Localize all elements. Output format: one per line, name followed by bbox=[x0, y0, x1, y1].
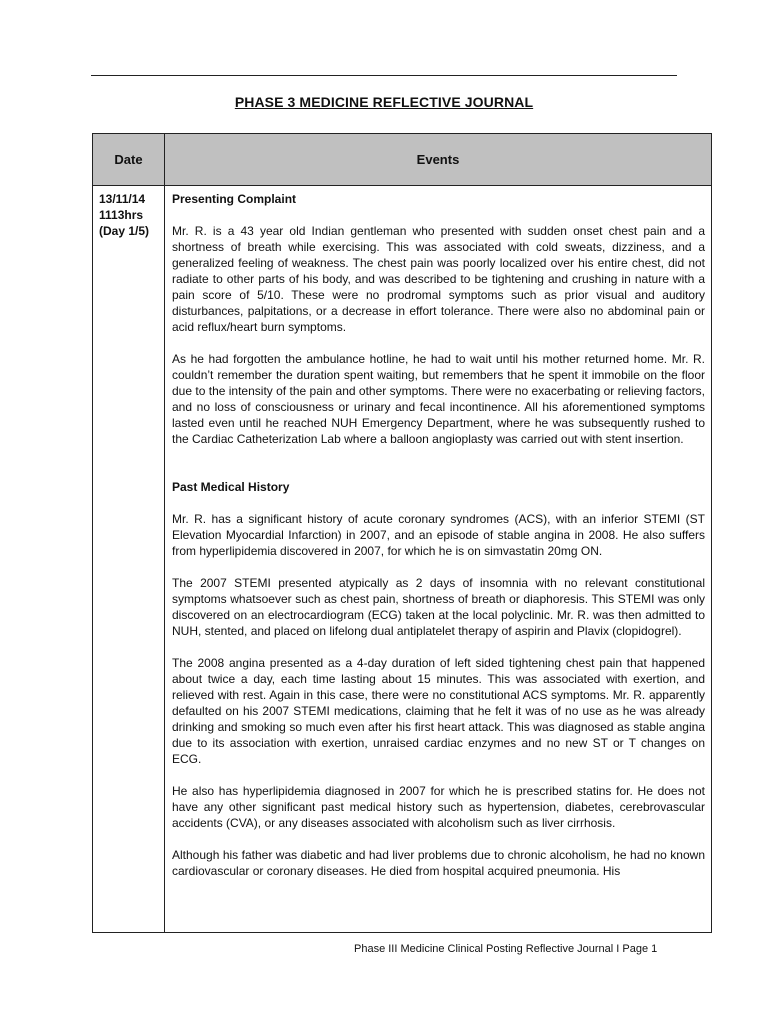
header-events: Events bbox=[416, 152, 460, 167]
paragraph: The 2007 STEMI presented atypically as 2 days of insomnia with no relevant constitutional symptoms whatsoever such as chest pain, shortness of breath or diaphoresis. This STEMI was only discovered on an electrocardiogram (ECG) taken at the local polyclinic. Mr. R. was then admitted to NUH, stented, and placed on lifelong dual antiplatelet therapy of aspirin and Plavix (clopidogrel). bbox=[172, 576, 705, 638]
top-rule bbox=[91, 75, 677, 76]
paragraph: He also has hyperlipidemia diagnosed in 2007 for which he is prescribed statins for. He does not have any other significant past medical history such as hypertension, diabetes, cerebrovascular accidents (CVA), or any diseases associated with alcoholism such as liver cirrhosis. bbox=[172, 784, 705, 830]
header-date: Date bbox=[114, 152, 143, 167]
time-line: 1113hrs bbox=[99, 208, 144, 222]
table-header-row bbox=[93, 134, 711, 186]
date-cell bbox=[99, 191, 161, 239]
day-line: (Day 1/5) bbox=[99, 224, 150, 238]
paragraph: As he had forgotten the ambulance hotline, he had to wait until his mother returned home. Mr. R. couldn’t remember the duration spent waiting, but remembers that he spent it immobile on the floor due to the intensity of the pain and other symptoms. There were no exacerbating or relieving factors, and no loss of consciousness or urinary and fecal incontinence. All his aforementioned symptoms lasted even until he reached NUH Emergency Department, where he was subsequently rushed to the Cardiac Catheterization Lab where a balloon angioplasty was carried out with stent insertion. bbox=[172, 352, 705, 446]
page-title: PHASE 3 MEDICINE REFLECTIVE JOURNAL bbox=[234, 94, 534, 110]
spacer bbox=[172, 447, 705, 463]
paragraph: Although his father was diabetic and had liver problems due to chronic alcoholism, he had no known cardiovascular or coronary diseases. He died from hospital acquired pneumonia. His bbox=[172, 848, 705, 878]
paragraph: Mr. R. is a 43 year old Indian gentleman who presented with sudden onset chest pain and a shortness of breath while exercising. This was associated with cold sweats, dizziness, and a generalized feeling of weakness. The chest pain was poorly localized over his entire chest, did not radiate to other parts of his body, and was described to be tightening and crushing in nature with a pain score of 5/10. These were no prodromal symptoms such as prior visual and auditory disturbances, palpitations, or a decrease in effort tolerance. There were also no abdominal pain or acid reflux/heart burn symptoms. bbox=[172, 224, 705, 334]
paragraph: The 2008 angina presented as a 4-day duration of left sided tightening chest pain that happened about twice a day, each time lasting about 15 minutes. This was associated with exertion, and relieved with rest. Again in this case, there were no constitutional ACS symptoms. Mr. R. apparently defaulted on his 2007 STEMI medications, claiming that he felt it was of no use as he was already drinking and smoking so much even after his first heart attack. This was diagnosed as stable angina due to its association with exertion, unraised cardiac enzymes and no new ST or T changes on ECG. bbox=[172, 656, 705, 766]
page-footer: Phase III Medicine Clinical Posting Reflective Journal I Page 1 bbox=[354, 943, 658, 955]
section-heading-presenting-complaint: Presenting Complaint bbox=[172, 192, 297, 206]
events-cell bbox=[172, 191, 705, 879]
date-line: 13/11/14 bbox=[99, 192, 146, 206]
section-heading-past-medical-history: Past Medical History bbox=[172, 480, 290, 494]
column-divider bbox=[164, 134, 165, 932]
paragraph: Mr. R. has a significant history of acute coronary syndromes (ACS), with an inferior STEMI (ST Elevation Myocardial Infarction) in 2007, and an episode of stable angina in 2008. He also suffers from hyperlipidemia discovered in 2007, for which he is on simvastatin 20mg ON. bbox=[172, 512, 705, 558]
journal-table bbox=[92, 133, 712, 933]
